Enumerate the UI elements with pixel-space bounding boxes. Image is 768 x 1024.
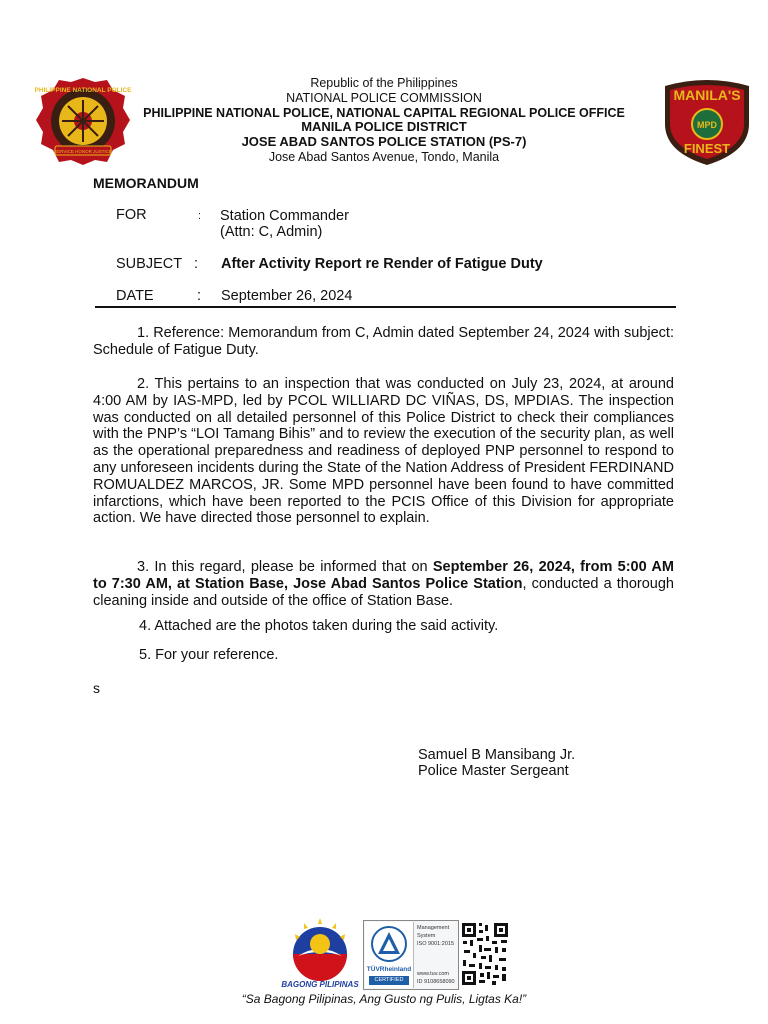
activity-details: September 26, 2024, from 5:00 AM to 7:30 AM, at Station Base, Jose Abad Santos Police Station — [93, 559, 674, 592]
svg-text:MPD: MPD — [697, 120, 717, 130]
for-colon: : — [198, 210, 202, 222]
qr-code — [459, 920, 511, 988]
paragraph-3: 3. In this regard, please be informed that on September 26, 2024, from 5:00 AM to 7:30 AM, at Station Base, Jose Abad Santos Police Station, conducted a thorough cleaning inside and outside of the office of Station Base. — [93, 559, 674, 609]
svg-text:SERVICE HONOR JUSTICE: SERVICE HONOR JUSTICE — [54, 149, 112, 154]
svg-text:PHILIPPINE NATIONAL POLICE: PHILIPPINE NATIONAL POLICE — [35, 87, 131, 94]
paragraph-2: 2. This pertains to an inspection that was conducted on July 23, 2024, at around 4:00 AM by IAS-MPD, led by PCOL WILLIARD DC VIÑAS, DS, MPDIAS. The inspection was conducted on all detailed personnel of this Police District to check their compliances with the PNP’s “LOI Tamang Bihis” and to review the execution of the security plan, as well as the operational preparedness and readiness of deployed PNP personnel to respond to any unforeseen incidents during the State of the Nation Address of President FERDINAND ROMUALDEZ MARCOS, JR. Some MPD personnel have been found to have committed infarctions, which have been reported to the PCIS Office of this Division for appropriate action. We have directed those personnel to explain. — [93, 376, 674, 527]
tuv-triangle-icon — [371, 926, 407, 962]
paragraph-1: 1. Reference: Memorandum from C, Admin dated September 24, 2024 with subject: Schedule of Fatigue Duty. — [93, 325, 674, 358]
paragraph-4: 4. Attached are the photos taken during the said activity. — [139, 618, 499, 634]
for-recipient: Station Commander — [220, 208, 349, 224]
memo-title: MEMORANDUM — [93, 175, 199, 191]
header-commission: NATIONAL POLICE COMMISSION — [286, 90, 482, 105]
paragraph-5: 5. For your reference. — [139, 647, 279, 663]
for-attention: (Attn: C, Admin) — [220, 224, 323, 240]
header-pnp-ncrpo: PHILIPPINE NATIONAL POLICE, NATIONAL CAPITAL REGIONAL POLICE OFFICE — [143, 105, 625, 120]
bagong-pilipinas-logo — [278, 914, 362, 992]
svg-text:FINEST: FINEST — [683, 141, 731, 156]
header-station: JOSE ABAD SANTOS POLICE STATION (PS-7) — [241, 134, 527, 150]
tuv-certified-label: CERTIFIED — [369, 976, 409, 985]
bagong-pilipinas-text: BAGONG PILIPINAS — [281, 980, 359, 989]
date-value: September 26, 2024 — [221, 288, 353, 304]
signature-block — [418, 747, 575, 779]
subject-value: After Activity Report re Render of Fatigue Duty — [221, 256, 543, 272]
stray-character: s — [93, 680, 100, 696]
qr-code-icon — [459, 920, 511, 988]
for-value — [220, 208, 349, 240]
iso-certification-badge — [363, 920, 459, 990]
date-label: DATE — [116, 288, 154, 304]
tuv-brand: TÜVRheinland — [366, 966, 412, 973]
signatory-rank: Police Master Sergeant — [418, 763, 569, 779]
signatory-name: Samuel B Mansibang Jr. — [418, 747, 576, 763]
header-country: Republic of the Philippines — [310, 76, 458, 90]
subject-label: SUBJECT — [116, 256, 183, 272]
bagong-pilipinas-logo-icon — [278, 914, 362, 982]
tuv-rheinland-certified-icon — [365, 922, 414, 988]
footer-slogan: “Sa Bagong Pilipinas, Ang Gusto ng Pulis, Ligtas Ka!” — [241, 992, 527, 1006]
letterhead — [0, 76, 768, 165]
subject-colon: : — [194, 256, 199, 272]
header-address: Jose Abad Santos Avenue, Tondo, Manila — [268, 149, 500, 164]
for-label: FOR — [116, 207, 147, 223]
header-district: MANILA POLICE DISTRICT — [301, 119, 467, 135]
svg-text:MANILA'S: MANILA'S — [673, 87, 741, 103]
date-colon: : — [197, 288, 202, 304]
header-divider — [95, 306, 676, 308]
management-system-text: Management System ISO 9001:2015 www.tuv.com ID 9108658090 — [417, 925, 455, 985]
